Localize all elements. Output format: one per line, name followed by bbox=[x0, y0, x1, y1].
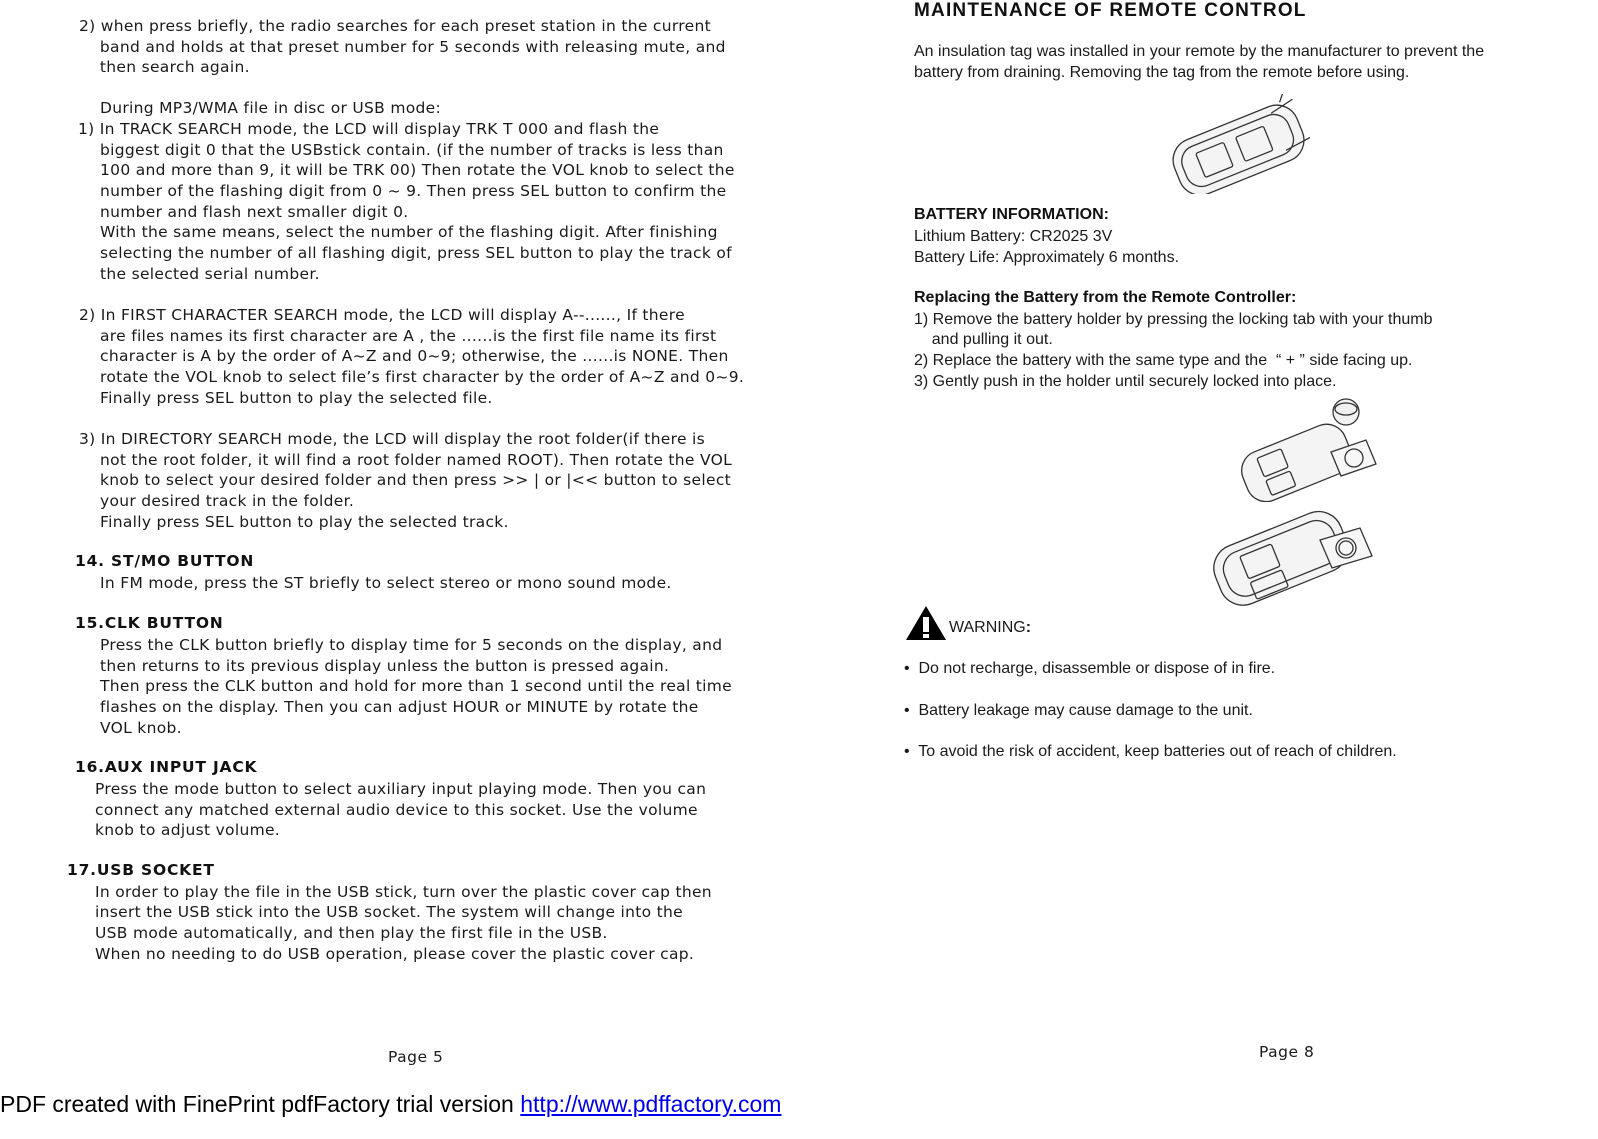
warning-triangle-icon bbox=[904, 604, 948, 642]
page-number-left: Page 5 bbox=[388, 1048, 444, 1066]
battery-heading: BATTERY INFORMATION: bbox=[914, 206, 1109, 223]
remote-tag-illustration bbox=[1160, 94, 1310, 194]
intro-line: An insulation tag was installed in your remote by the manufacturer to prevent the bbox=[914, 43, 1485, 60]
bullet-icon: • bbox=[904, 743, 910, 760]
clk-line: Press the CLK button briefly to display time for 5 seconds on the display, and bbox=[100, 636, 723, 654]
mp3-heading: During MP3/WMA file in disc or USB mode: bbox=[100, 99, 442, 117]
pdf-footer bbox=[0, 1091, 781, 1118]
aux-line: connect any matched external audio device to this socket. Use the volume bbox=[95, 801, 698, 819]
usb-line: In order to play the file in the USB stick, turn over the plastic cover cap then bbox=[95, 883, 712, 901]
page-title: MAINTENANCE OF REMOTE CONTROL bbox=[914, 0, 1307, 21]
bullet-icon: • bbox=[904, 660, 910, 677]
track-search-line: biggest digit 0 that the USBstick contain. (if the number of tracks is less than bbox=[100, 141, 724, 159]
battery-removal-illustration bbox=[1236, 392, 1386, 502]
clk-line: then returns to its previous display unless the button is pressed again. bbox=[100, 657, 670, 675]
track-search-line: 1) In TRACK SEARCH mode, the LCD will display TRK T 000 and flash the bbox=[78, 120, 660, 138]
warning-item: • Do not recharge, disassemble or dispose of in fire. bbox=[904, 660, 1276, 677]
intro-line: 2) when press briefly, the radio searches for each preset station in the current bbox=[79, 17, 711, 35]
intro-line: then search again. bbox=[79, 58, 250, 76]
directory-line: knob to select your desired folder and then press >> | or |<< button to select bbox=[100, 471, 732, 489]
first-char-line: 2) In FIRST CHARACTER SEARCH mode, the LCD will display A--......, If there bbox=[79, 306, 685, 324]
replacing-line: 3) Gently push in the holder until securely locked into place. bbox=[914, 373, 1337, 390]
track-search-line: selecting the number of all flashing digit, press SEL button to play the track of bbox=[100, 244, 732, 262]
footer-text: PDF created with FinePrint pdfFactory trial version bbox=[0, 1091, 521, 1117]
stmo-line: In FM mode, press the ST briefly to select stereo or mono sound mode. bbox=[100, 574, 672, 592]
usb-line: USB mode automatically, and then play the first file in the USB. bbox=[95, 924, 608, 942]
bullet-icon: • bbox=[904, 702, 910, 719]
track-search-line: number of the flashing digit from 0 ~ 9. Then press SEL button to confirm the bbox=[100, 182, 727, 200]
first-char-line: rotate the VOL knob to select file’s first character by the order of A~Z and 0~9. bbox=[100, 368, 745, 386]
first-char-line: are files names its first character are A , the ......is the first file name its first bbox=[100, 327, 717, 345]
stmo-heading: 14. ST/MO BUTTON bbox=[75, 552, 255, 570]
battery-line: Lithium Battery: CR2025 3V bbox=[914, 228, 1113, 245]
track-search-line: number and flash next smaller digit 0. bbox=[100, 203, 409, 221]
directory-line: Finally press SEL button to play the selected track. bbox=[100, 513, 509, 531]
track-search-line: With the same means, select the number of the flashing digit. After finishing bbox=[100, 223, 718, 241]
battery-line: Battery Life: Approximately 6 months. bbox=[914, 249, 1180, 266]
aux-line: Press the mode button to select auxiliary input playing mode. Then you can bbox=[95, 780, 707, 798]
usb-line: insert the USB stick into the USB socket. The system will change into the bbox=[95, 903, 683, 921]
warning-item: • To avoid the risk of accident, keep batteries out of reach of children. bbox=[904, 743, 1397, 760]
usb-line: When no needing to do USB operation, please cover the plastic cover cap. bbox=[95, 945, 695, 963]
replacing-line: 1) Remove the battery holder by pressing the locking tab with your thumb bbox=[914, 311, 1433, 328]
first-char-line: Finally press SEL button to play the selected file. bbox=[100, 389, 493, 407]
clk-line: flashes on the display. Then you can adjust HOUR or MINUTE by rotate the bbox=[100, 698, 699, 716]
usb-heading: 17.USB SOCKET bbox=[67, 861, 215, 879]
directory-line: not the root folder, it will find a root folder named ROOT). Then rotate the VOL bbox=[100, 451, 733, 469]
intro-line: battery from draining. Removing the tag from the remote before using. bbox=[914, 64, 1410, 81]
aux-heading: 16.AUX INPUT JACK bbox=[75, 758, 258, 776]
clk-line: VOL knob. bbox=[100, 719, 182, 737]
page-number-right: Page 8 bbox=[1259, 1043, 1315, 1061]
intro-line: band and holds at that preset number for 5 seconds with releasing mute, and bbox=[79, 38, 726, 56]
track-search-line: 100 and more than 9, it will be TRK 00) Then rotate the VOL knob to select the bbox=[100, 161, 735, 179]
footer-link[interactable]: http://www.pdffactory.com bbox=[520, 1091, 782, 1117]
aux-line: knob to adjust volume. bbox=[95, 821, 281, 839]
clk-heading: 15.CLK BUTTON bbox=[75, 614, 224, 632]
warning-item: • Battery leakage may cause damage to the unit. bbox=[904, 702, 1253, 719]
first-char-line: character is A by the order of A~Z and 0~9; otherwise, the ......is NONE. Then bbox=[100, 347, 729, 365]
directory-line: your desired track in the folder. bbox=[100, 492, 355, 510]
replacing-line: 2) Replace the battery with the same type and the “ + ” side facing up. bbox=[914, 352, 1413, 369]
clk-line: Then press the CLK button and hold for more than 1 second until the real time bbox=[100, 677, 733, 695]
directory-line: 3) In DIRECTORY SEARCH mode, the LCD will display the root folder(if there is bbox=[79, 430, 706, 448]
replacing-line: and pulling it out. bbox=[914, 331, 1053, 348]
replacing-heading: Replacing the Battery from the Remote Controller: bbox=[914, 289, 1297, 306]
warning-label: WARNING: bbox=[949, 619, 1032, 636]
battery-insert-illustration bbox=[1210, 498, 1380, 623]
track-search-line: the selected serial number. bbox=[100, 265, 320, 283]
